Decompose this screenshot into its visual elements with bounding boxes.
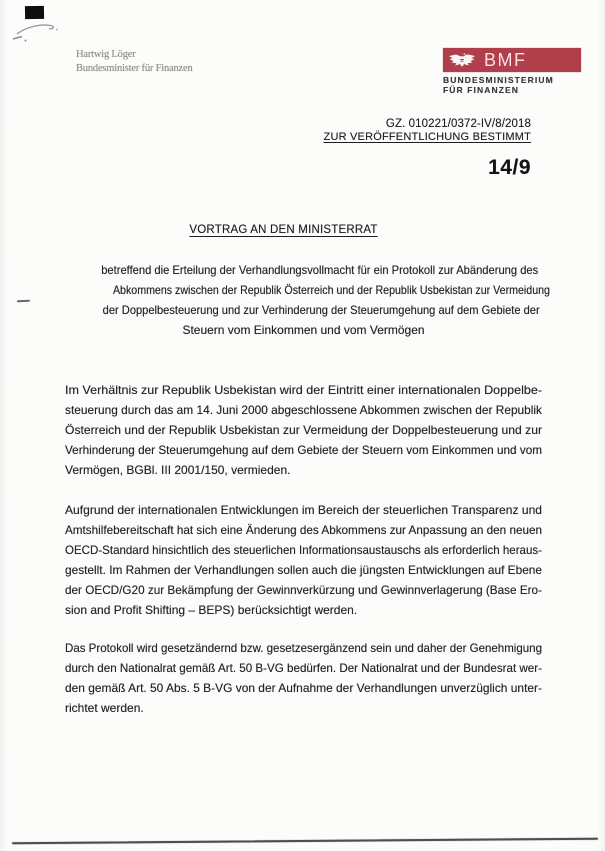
bmf-logo-abbr: BMF: [484, 50, 527, 70]
body-line: OECD-Standard hinsichtlich des steuerlichen Informationsaustauschs als erforderlich heraus-: [65, 543, 542, 557]
subject-line: der Doppelbesteuerung und zur Verhinderung der Steuerumgehung auf dem Gebiete der: [102, 303, 540, 317]
body-line: richtet werden.: [65, 701, 144, 715]
pen-squiggle-icon: [10, 17, 72, 45]
reference-block: [231, 118, 531, 179]
publication-note: ZUR VERÖFFENTLICHUNG BESTIMMT: [323, 131, 531, 143]
body-paragraph-2: [65, 500, 542, 620]
body-line: steuerung durch das am 14. Juni 2000 abgeschlossene Abkommen zwischen der Republik: [65, 403, 542, 417]
body-line: den gemäß Art. 50 Abs. 5 B-VG von der Aufnahme der Verhandlungen unverzüglich unter-: [65, 681, 542, 695]
body-line: Das Protokoll wird gesetzändernd bzw. gesetzesergänzend sein und daher der Genehmigung: [65, 641, 542, 655]
scan-left-edge-shadow: [0, 0, 6, 851]
scan-right-edge-shadow: [597, 0, 605, 851]
subject-line: betreffend die Erteilung der Verhandlungsvollmacht für ein Protokoll zur Abänderung des: [101, 263, 539, 277]
body-line: Amtshilfebereitschaft hat sich eine Änderung des Abkommens zur Anpassung an den neuen: [65, 523, 542, 537]
body-line: Vermögen, BGBl. III 2001/150, vermieden.: [65, 463, 291, 477]
sender-name: Hartwig Löger: [76, 49, 136, 60]
body-line: sion and Profit Shifting – BEPS) berücksichtigt werden.: [65, 603, 358, 617]
file-number: GZ. 010221/0372-IV/8/2018: [385, 118, 531, 130]
agenda-number: 14/9: [488, 156, 531, 179]
subject-line: Steuern vom Einkommen und vom Vermögen: [182, 323, 425, 337]
body-line: Im Verhältnis zur Republik Usbekistan wird der Eintritt einer internationalen Doppelbe-: [65, 383, 542, 397]
body-paragraph-3: [65, 638, 542, 718]
body-line: Österreich und der Republik Usbekistan zur Vermeidung der Doppelbesteuerung und zur: [65, 423, 542, 437]
subject-line: Abkommens zwischen der Republik Österreich und der Republik Usbekistan zur Vermeidung: [112, 283, 550, 297]
sender-title: Bundesminister für Finanzen: [76, 62, 193, 74]
body-line: durch den Nationalrat gemäß Art. 50 B-VG bedürfen. Der Nationalrat und der Bundesrat wer-: [65, 661, 542, 675]
document-title: VORTRAG AN DEN MINISTERRAT: [189, 224, 378, 236]
bmf-logo-red-box: [443, 48, 581, 72]
austrian-eagle-icon: [448, 52, 476, 69]
body-line: der OECD/G20 zur Bekämpfung der Gewinnverkürzung und Gewinnverlagerung (Base Ero-: [65, 583, 542, 597]
sender-block: [76, 48, 193, 75]
body-line: gestellt. Im Rahmen der Verhandlungen sollen auch die jüngsten Entwicklungen auf Ebene: [65, 563, 542, 577]
fold-mark: [17, 300, 30, 303]
subject-paragraph: [85, 260, 550, 340]
body-line: Verhinderung der Steuerumgehung auf dem Gebiete der Steuern vom Einkommen und vom: [65, 443, 542, 457]
body-line: Aufgrund der internationalen Entwicklungen im Bereich der steuerlichen Transparenz und: [65, 503, 542, 517]
bmf-logo: [443, 48, 591, 95]
body-paragraph-1: [65, 380, 542, 480]
scan-bottom-edge-line: [12, 838, 598, 845]
ministry-name-line2: FÜR FINANZEN: [443, 84, 519, 95]
ministry-name: [443, 76, 591, 95]
ministry-name-line1: BUNDESMINISTERIUM: [443, 75, 554, 85]
